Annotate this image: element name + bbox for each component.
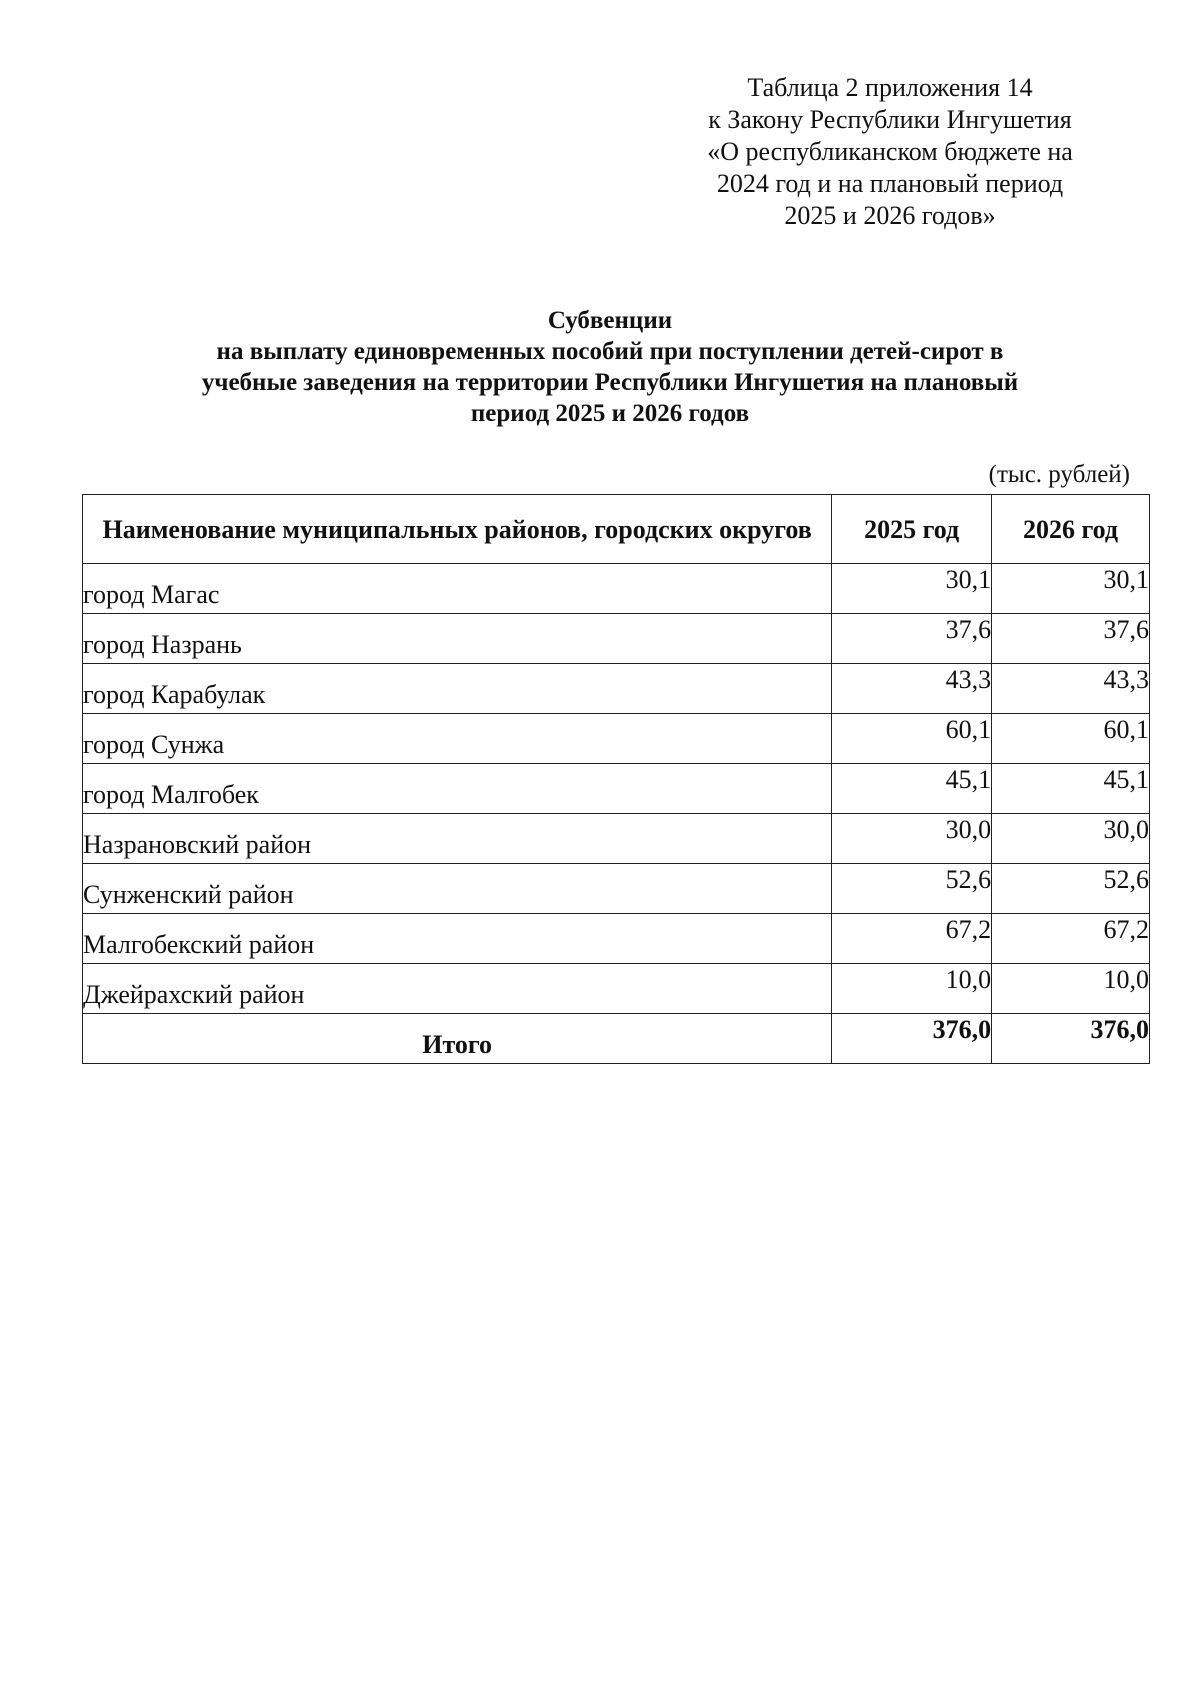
value-2025: 10,0 <box>832 964 992 1014</box>
appendix-line: 2025 и 2026 годов» <box>784 201 996 230</box>
municipality-name: город Малгобек <box>83 764 832 814</box>
document-title <box>80 305 1140 429</box>
value-2026: 37,6 <box>992 614 1150 664</box>
appendix-line: к Закону Республики Ингушетия <box>708 105 1072 134</box>
value-2026: 45,1 <box>992 764 1150 814</box>
value-2026: 52,6 <box>992 864 1150 914</box>
title-line: на выплату единовременных пособий при поступлении детей-сирот в <box>216 338 1004 365</box>
appendix-line: 2024 год и на плановый период <box>716 169 1064 198</box>
table-row <box>83 564 1150 614</box>
value-2026: 30,0 <box>992 814 1150 864</box>
municipality-name: город Карабулак <box>83 664 832 714</box>
value-2026: 60,1 <box>992 714 1150 764</box>
total-label: Итого <box>83 1014 832 1064</box>
table-row <box>83 814 1150 864</box>
table-row <box>83 714 1150 764</box>
column-header-2026: 2026 год <box>992 495 1150 564</box>
appendix-reference <box>670 72 1110 232</box>
units-note: (тыс. рублей) <box>988 461 1130 488</box>
table-row <box>83 664 1150 714</box>
municipality-name: Малгобекский район <box>83 914 832 964</box>
value-2026: 43,3 <box>992 664 1150 714</box>
table-row <box>83 614 1150 664</box>
municipality-name: Джейрахский район <box>83 964 832 1014</box>
value-2026: 30,1 <box>992 564 1150 614</box>
value-2025: 67,2 <box>832 914 992 964</box>
municipality-name: город Магас <box>83 564 832 614</box>
value-2026: 10,0 <box>992 964 1150 1014</box>
value-2026: 67,2 <box>992 914 1150 964</box>
value-2025: 43,3 <box>832 664 992 714</box>
table-row <box>83 864 1150 914</box>
value-2025: 30,0 <box>832 814 992 864</box>
table-row <box>83 964 1150 1014</box>
value-2025: 45,1 <box>832 764 992 814</box>
title-line: Субвенции <box>547 307 673 334</box>
table-row <box>83 914 1150 964</box>
municipality-name: город Назрань <box>83 614 832 664</box>
municipality-name: город Сунжа <box>83 714 832 764</box>
total-2025: 376,0 <box>832 1014 992 1064</box>
column-header-name: Наименование муниципальных районов, городских округов <box>83 495 832 564</box>
total-row <box>83 1014 1150 1064</box>
municipality-name: Сунженский район <box>83 864 832 914</box>
value-2025: 52,6 <box>832 864 992 914</box>
value-2025: 60,1 <box>832 714 992 764</box>
appendix-line: Таблица 2 приложения 14 <box>747 73 1033 102</box>
value-2025: 30,1 <box>832 564 992 614</box>
subsidy-table <box>82 494 1150 1064</box>
title-line: учебные заведения на территории Республики Ингушетия на плановый <box>201 369 1019 396</box>
value-2025: 37,6 <box>832 614 992 664</box>
column-header-2025: 2025 год <box>832 495 992 564</box>
total-2026: 376,0 <box>992 1014 1150 1064</box>
appendix-line: «О республиканском бюджете на <box>707 137 1073 166</box>
title-line: период 2025 и 2026 годов <box>470 400 750 427</box>
municipality-name: Назрановский район <box>83 814 832 864</box>
table-row <box>83 764 1150 814</box>
table-header-row <box>83 495 1150 564</box>
